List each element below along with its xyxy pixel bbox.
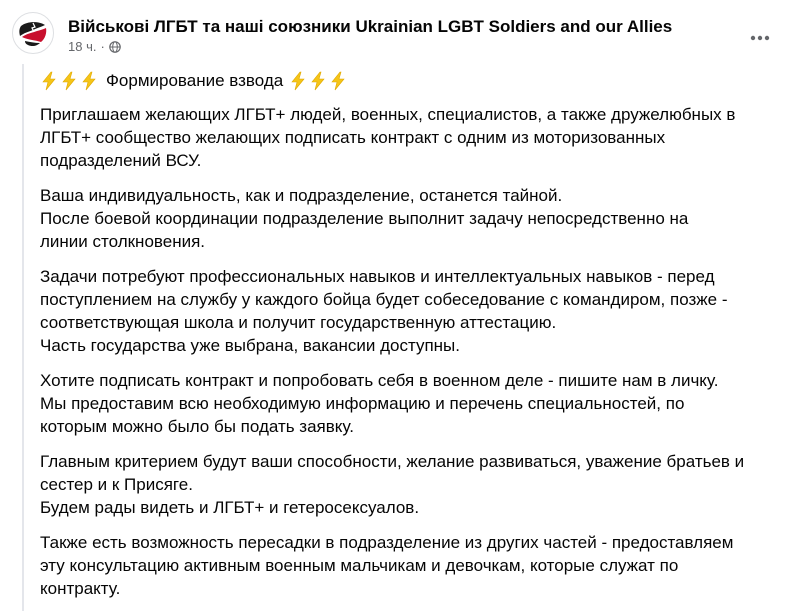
- lightning-bolts-left: [40, 71, 98, 91]
- post-options-button[interactable]: [746, 28, 774, 48]
- text-line: Часть государства уже выбрана, вакансии доступны.: [40, 336, 460, 355]
- paragraph-tasks: [40, 265, 782, 357]
- page-logo-icon: [13, 13, 53, 53]
- text-line: После боевой координации подразделение выполнит задачу непосредственно на: [40, 209, 689, 228]
- page-name-link[interactable]: Військові ЛГБТ та наші союзники Ukrainian LGBT Soldiers and our Allies: [68, 17, 673, 36]
- lightning-bolt-icon: [329, 71, 347, 91]
- text-line: линии столкновения.: [40, 232, 206, 251]
- text-line: соответствующая школа и получит государственную аттестацию.: [40, 313, 557, 332]
- text-line: ЛГБТ+ сообщество желающих подписать контракт с одним из моторизованных: [40, 128, 666, 147]
- lightning-bolt-icon: [289, 71, 307, 91]
- text-line: контракту.: [40, 579, 121, 598]
- text-line: Также есть возможность пересадки в подразделение из других частей - предоставляем: [40, 533, 734, 552]
- paragraph-invitation: [40, 103, 782, 172]
- paragraph-secrecy: [40, 184, 782, 253]
- text-line: сестер и к Присяге.: [40, 475, 193, 494]
- lightning-bolt-icon: [40, 71, 58, 91]
- page-avatar[interactable]: [12, 12, 54, 54]
- post-headline: [40, 69, 782, 92]
- text-line: Ваша индивидуальность, как и подразделение, останется тайной.: [40, 186, 563, 205]
- globe-icon: [109, 41, 121, 53]
- text-line: Мы предоставим всю необходимую информацию и перечень специальностей, по: [40, 394, 685, 413]
- post-header-text: [68, 8, 788, 55]
- text-line: Хотите подписать контракт и попробовать себя в военном деле - пишите нам в личку.: [40, 371, 719, 390]
- lightning-bolts-right: [289, 71, 347, 91]
- headline-text: Формирование взвода: [106, 71, 284, 90]
- text-line: поступлением на службу у каждого бойца будет собеседование с командиром, позже -: [40, 290, 728, 309]
- lightning-bolt-icon: [309, 71, 327, 91]
- text-line: Главным критерием будут ваши способности, желание развиваться, уважение братьев и: [40, 452, 745, 471]
- post-meta: [68, 39, 788, 55]
- text-line: которым можно было бы подать заявку.: [40, 417, 354, 436]
- lightning-bolt-icon: [60, 71, 78, 91]
- paragraph-criteria: [40, 450, 782, 519]
- paragraph-transfer: [40, 531, 782, 600]
- text-line: Приглашаем желающих ЛГБТ+ людей, военных, специалистов, а также дружелюбных в: [40, 105, 736, 124]
- post-body: [40, 69, 782, 611]
- lightning-bolt-icon: [80, 71, 98, 91]
- meta-separator: ·: [100, 39, 105, 54]
- more-horizontal-icon: [750, 35, 770, 41]
- text-line: Задачи потребуют профессиональных навыков и интеллектуальных навыков - перед: [40, 267, 715, 286]
- post-time-link[interactable]: 18 ч.: [68, 39, 97, 54]
- post-left-rail: [22, 64, 24, 611]
- paragraph-contact: [40, 369, 782, 438]
- post-header: [12, 8, 788, 60]
- text-line: подразделений ВСУ.: [40, 151, 202, 170]
- text-line: Будем рады видеть и ЛГБТ+ и гетеросексуалов.: [40, 498, 420, 517]
- text-line: эту консультацию активным военным мальчикам и девочкам, которые служат по: [40, 556, 679, 575]
